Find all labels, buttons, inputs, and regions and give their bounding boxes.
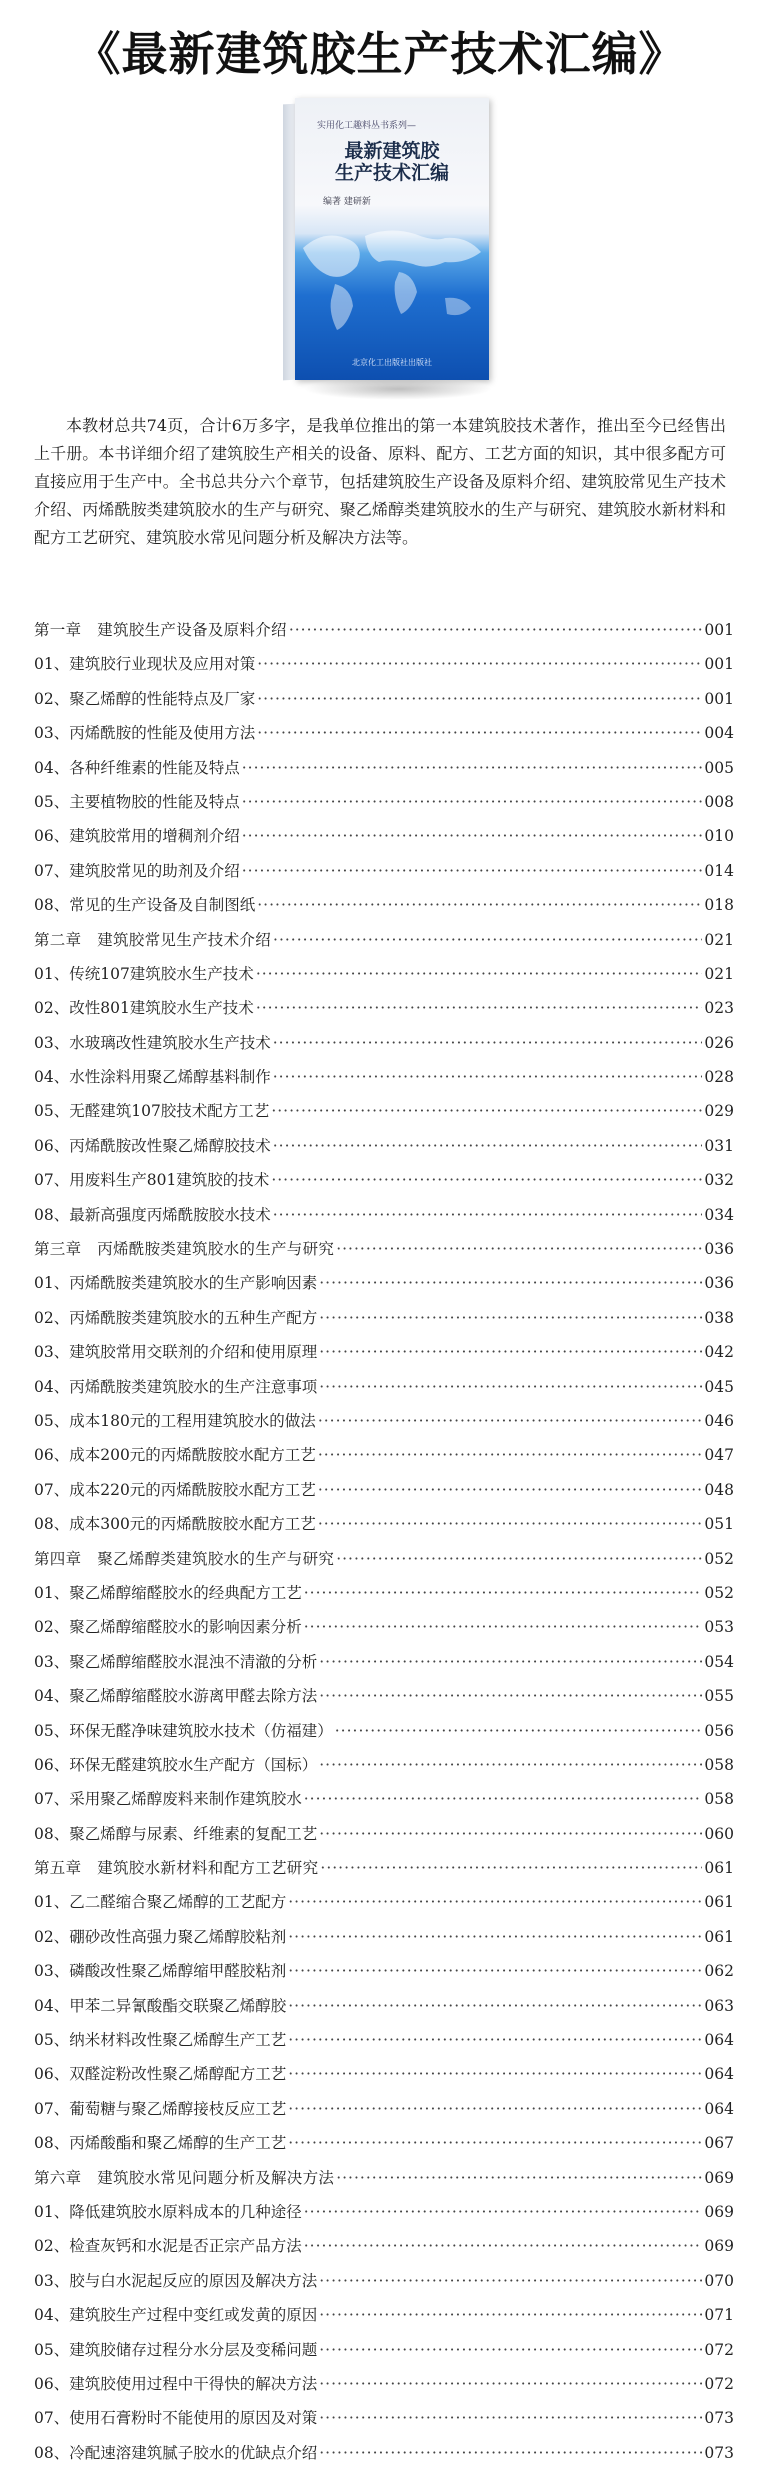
toc-label: 第四章 聚乙烯醇类建筑胶水的生产与研究 xyxy=(34,1549,335,1568)
toc-label: 04、各种纤维素的性能及特点 xyxy=(34,758,240,777)
toc-leader-dots xyxy=(336,1542,702,1576)
toc-leader-dots xyxy=(271,1094,702,1128)
toc-leader-dots xyxy=(319,1679,702,1713)
toc-page-number: 048 xyxy=(704,1480,734,1499)
toc-leader-dots xyxy=(288,2092,702,2126)
toc-row xyxy=(34,1335,734,1369)
toc-leader-dots xyxy=(273,1060,703,1094)
toc-label: 02、检查灰钙和水泥是否正宗产品方法 xyxy=(34,2237,302,2256)
toc-label: 03、水玻璃改性建筑胶水生产技术 xyxy=(34,1033,271,1052)
toc-page-number: 029 xyxy=(704,1102,734,1121)
toc-row xyxy=(34,751,734,785)
toc-page-number: 064 xyxy=(704,2065,734,2084)
toc-label: 03、丙烯酰胺的性能及使用方法 xyxy=(34,724,256,743)
toc-page-number: 001 xyxy=(704,655,734,674)
toc-label: 06、建筑胶使用过程中干得快的解决方法 xyxy=(34,2374,318,2393)
toc-page-number: 021 xyxy=(704,930,734,949)
toc-page-number: 046 xyxy=(704,1411,734,1430)
toc-label: 06、成本200元的丙烯酰胺胶水配方工艺 xyxy=(34,1446,316,1465)
toc-chapter-row xyxy=(34,2161,734,2195)
toc-row xyxy=(34,1198,734,1232)
table-of-contents xyxy=(34,613,734,2470)
toc-leader-dots xyxy=(318,1404,703,1438)
toc-page-number: 028 xyxy=(704,1068,734,1087)
toc-row xyxy=(34,888,734,922)
toc-row xyxy=(34,1438,734,1472)
toc-leader-dots xyxy=(335,1714,703,1748)
toc-leader-dots xyxy=(271,1163,702,1197)
toc-page-number: 073 xyxy=(704,2409,734,2428)
toc-label: 04、丙烯酰胺类建筑胶水的生产注意事项 xyxy=(34,1377,318,1396)
toc-chapter-row xyxy=(34,1542,734,1576)
toc-leader-dots xyxy=(319,1748,702,1782)
toc-page-number: 064 xyxy=(704,2031,734,2050)
world-map-graphic xyxy=(295,218,489,338)
toc-leader-dots xyxy=(288,2057,702,2091)
book-cover-publisher: 北京化工出版社出版社 xyxy=(352,358,432,367)
toc-page-number: 072 xyxy=(704,2374,734,2393)
toc-row xyxy=(34,2126,734,2160)
toc-row xyxy=(34,2195,734,2229)
toc-row xyxy=(34,1782,734,1816)
book-cover-author: 编著 建研新 xyxy=(323,197,371,207)
toc-leader-dots xyxy=(288,1989,702,2023)
toc-row xyxy=(34,1060,734,1094)
toc-leader-dots xyxy=(320,1851,702,1885)
toc-page-number: 069 xyxy=(704,2168,734,2187)
toc-leader-dots xyxy=(288,2023,702,2057)
toc-label: 08、常见的生产设备及自制图纸 xyxy=(34,896,256,915)
toc-page-number: 036 xyxy=(704,1274,734,1293)
toc-page-number: 072 xyxy=(704,2340,734,2359)
toc-leader-dots xyxy=(256,991,703,1025)
toc-label: 07、使用石膏粉时不能使用的原因及对策 xyxy=(34,2409,318,2428)
toc-leader-dots xyxy=(336,1232,702,1266)
book-cover xyxy=(295,98,489,380)
toc-row xyxy=(34,2264,734,2298)
toc-label: 01、聚乙烯醇缩醛胶水的经典配方工艺 xyxy=(34,1583,302,1602)
toc-leader-dots xyxy=(256,957,703,991)
toc-page-number: 008 xyxy=(704,792,734,811)
toc-label: 08、成本300元的丙烯酰胺胶水配方工艺 xyxy=(34,1515,316,1534)
toc-row xyxy=(34,1817,734,1851)
toc-leader-dots xyxy=(304,2229,703,2263)
toc-page-number: 061 xyxy=(704,1893,734,1912)
toc-leader-dots xyxy=(288,1920,702,1954)
toc-row xyxy=(34,819,734,853)
toc-label: 03、聚乙烯醇缩醛胶水混浊不清澈的分析 xyxy=(34,1652,318,1671)
toc-label: 05、环保无醛净味建筑胶水技术（仿福建） xyxy=(34,1721,333,1740)
toc-row xyxy=(34,1163,734,1197)
toc-leader-dots xyxy=(242,751,703,785)
toc-page-number: 014 xyxy=(704,861,734,880)
toc-page-number: 073 xyxy=(704,2443,734,2462)
toc-row xyxy=(34,1266,734,1300)
toc-label: 04、聚乙烯醇缩醛胶水游离甲醛去除方法 xyxy=(34,1687,318,1706)
toc-page-number: 042 xyxy=(704,1343,734,1362)
toc-label: 05、纳米材料改性聚乙烯醇生产工艺 xyxy=(34,2031,287,2050)
intro-paragraph: 本教材总共74页，合计6万多字，是我单位推出的第一本建筑胶技术著作，推出至今已经售出上千册。本书详细介绍了建筑胶生产相关的设备、原料、配方、工艺方面的知识，其中很多配方可直接应用于生产中。全书总共分六个章节，包括建筑胶生产设备及原料介绍、建筑胶常见生产技术介绍、丙烯酰胺类建筑胶水的生产与研究、聚乙烯醇类建筑胶水的生产与研究、建筑胶水新材料和配方工艺研究、建筑胶水常见问题分析及解决方法等。 xyxy=(34,416,726,547)
toc-row xyxy=(34,716,734,750)
toc-leader-dots xyxy=(319,2333,702,2367)
toc-label: 04、甲苯二异氰酸酯交联聚乙烯醇胶 xyxy=(34,1996,287,2015)
toc-label: 07、采用聚乙烯醇废料来制作建筑胶水 xyxy=(34,1790,302,1809)
toc-page-number: 070 xyxy=(704,2271,734,2290)
toc-label: 03、胶与白水泥起反应的原因及解决方法 xyxy=(34,2271,318,2290)
toc-page-number: 069 xyxy=(704,2202,734,2221)
toc-leader-dots xyxy=(319,2401,702,2435)
toc-label: 04、建筑胶生产过程中变红或发黄的原因 xyxy=(34,2306,318,2325)
toc-leader-dots xyxy=(288,1885,702,1919)
toc-chapter-row xyxy=(34,923,734,957)
toc-row xyxy=(34,2229,734,2263)
toc-leader-dots xyxy=(319,1817,702,1851)
toc-page-number: 047 xyxy=(704,1446,734,1465)
toc-leader-dots xyxy=(319,1335,702,1369)
toc-page-number: 058 xyxy=(704,1790,734,1809)
toc-row xyxy=(34,1954,734,1988)
toc-label: 06、环保无醛建筑胶水生产配方（国标） xyxy=(34,1755,318,1774)
toc-row xyxy=(34,1094,734,1128)
toc-row xyxy=(34,1748,734,1782)
book-cover-title-line1: 最新建筑胶 xyxy=(344,140,440,162)
toc-row xyxy=(34,1370,734,1404)
toc-label: 04、水性涂料用聚乙烯醇基料制作 xyxy=(34,1068,271,1087)
toc-label: 第五章 建筑胶水新材料和配方工艺研究 xyxy=(34,1859,319,1878)
toc-label: 01、乙二醛缩合聚乙烯醇的工艺配方 xyxy=(34,1893,287,1912)
toc-leader-dots xyxy=(288,1954,702,1988)
toc-leader-dots xyxy=(319,2436,702,2470)
toc-row xyxy=(34,854,734,888)
toc-row xyxy=(34,1679,734,1713)
toc-label: 02、聚乙烯醇的性能特点及厂家 xyxy=(34,689,256,708)
toc-page-number: 061 xyxy=(704,1927,734,1946)
toc-label: 01、丙烯酰胺类建筑胶水的生产影响因素 xyxy=(34,1274,318,1293)
toc-label: 03、建筑胶常用交联剂的介绍和使用原理 xyxy=(34,1343,318,1362)
toc-leader-dots xyxy=(304,1610,703,1644)
toc-leader-dots xyxy=(242,854,703,888)
toc-row xyxy=(34,1473,734,1507)
toc-page-number: 056 xyxy=(704,1721,734,1740)
toc-row xyxy=(34,991,734,1025)
toc-page-number: 052 xyxy=(704,1549,734,1568)
toc-row xyxy=(34,785,734,819)
toc-label: 第三章 丙烯酰胺类建筑胶水的生产与研究 xyxy=(34,1240,335,1259)
toc-page-number: 005 xyxy=(704,758,734,777)
toc-page-number: 061 xyxy=(704,1859,734,1878)
toc-page-number: 062 xyxy=(704,1962,734,1981)
toc-leader-dots xyxy=(242,785,703,819)
toc-leader-dots xyxy=(304,1576,703,1610)
toc-leader-dots xyxy=(336,2161,702,2195)
toc-page-number: 055 xyxy=(704,1687,734,1706)
toc-leader-dots xyxy=(304,2195,703,2229)
page-title: 《最新建筑胶生产技术汇编》 xyxy=(74,27,686,81)
toc-row xyxy=(34,2092,734,2126)
toc-page-number: 053 xyxy=(704,1618,734,1637)
toc-leader-dots xyxy=(288,2126,702,2160)
book-cover-image xyxy=(283,98,493,398)
toc-page-number: 063 xyxy=(704,1996,734,2015)
toc-leader-dots xyxy=(273,1198,703,1232)
toc-leader-dots xyxy=(273,923,702,957)
toc-label: 02、改性801建筑胶水生产技术 xyxy=(34,999,254,1018)
toc-leader-dots xyxy=(318,1473,703,1507)
toc-leader-dots xyxy=(318,1438,703,1472)
book-shadow xyxy=(303,378,493,400)
toc-label: 01、降低建筑胶水原料成本的几种途径 xyxy=(34,2202,302,2221)
toc-leader-dots xyxy=(273,1026,703,1060)
toc-leader-dots xyxy=(257,888,702,922)
toc-leader-dots xyxy=(319,1301,702,1335)
toc-page-number: 045 xyxy=(704,1377,734,1396)
toc-row xyxy=(34,2367,734,2401)
toc-row xyxy=(34,1404,734,1438)
toc-leader-dots xyxy=(319,1645,702,1679)
toc-leader-dots xyxy=(289,613,703,647)
toc-page-number: 060 xyxy=(704,1824,734,1843)
toc-row xyxy=(34,647,734,681)
book-cover-title xyxy=(295,140,489,184)
book-cover-title-line2: 生产技术汇编 xyxy=(334,162,449,184)
toc-label: 第二章 建筑胶常见生产技术介绍 xyxy=(34,930,272,949)
toc-row xyxy=(34,2401,734,2435)
toc-label: 06、双醛淀粉改性聚乙烯醇配方工艺 xyxy=(34,2065,287,2084)
toc-page-number: 038 xyxy=(704,1308,734,1327)
toc-row xyxy=(34,2057,734,2091)
toc-label: 05、无醛建筑107胶技术配方工艺 xyxy=(34,1102,270,1121)
toc-page-number: 026 xyxy=(704,1033,734,1052)
toc-leader-dots xyxy=(273,1129,703,1163)
toc-label: 05、主要植物胶的性能及特点 xyxy=(34,792,240,811)
toc-page-number: 054 xyxy=(704,1652,734,1671)
toc-chapter-row xyxy=(34,1232,734,1266)
toc-row xyxy=(34,1301,734,1335)
toc-row xyxy=(34,1576,734,1610)
toc-label: 07、成本220元的丙烯酰胺胶水配方工艺 xyxy=(34,1480,316,1499)
toc-leader-dots xyxy=(319,1370,702,1404)
toc-row xyxy=(34,2298,734,2332)
toc-row xyxy=(34,1989,734,2023)
toc-leader-dots xyxy=(319,2298,702,2332)
toc-label: 07、建筑胶常见的助剂及介绍 xyxy=(34,861,240,880)
toc-leader-dots xyxy=(257,716,702,750)
toc-label: 08、冷配速溶建筑腻子胶水的优缺点介绍 xyxy=(34,2443,318,2462)
toc-leader-dots xyxy=(242,819,703,853)
toc-label: 第六章 建筑胶水常见问题分析及解决方法 xyxy=(34,2168,335,2187)
toc-row xyxy=(34,957,734,991)
toc-leader-dots xyxy=(319,2264,702,2298)
toc-label: 06、建筑胶常用的增稠剂介绍 xyxy=(34,827,240,846)
toc-row xyxy=(34,1026,734,1060)
book-series-text: 实用化工趣料丛书系列— xyxy=(317,121,417,131)
toc-page-number: 018 xyxy=(704,896,734,915)
toc-page-number: 031 xyxy=(704,1136,734,1155)
toc-label: 08、最新高强度丙烯酰胺胶水技术 xyxy=(34,1205,271,1224)
toc-label: 08、丙烯酸酯和聚乙烯醇的生产工艺 xyxy=(34,2134,287,2153)
toc-leader-dots xyxy=(318,1507,703,1541)
toc-row xyxy=(34,1507,734,1541)
toc-page-number: 067 xyxy=(704,2134,734,2153)
toc-chapter-row xyxy=(34,613,734,647)
toc-label: 07、葡萄糖与聚乙烯醇接枝反应工艺 xyxy=(34,2099,287,2118)
toc-label: 05、建筑胶储存过程分水分层及变稀问题 xyxy=(34,2340,318,2359)
toc-row xyxy=(34,1885,734,1919)
toc-label: 第一章 建筑胶生产设备及原料介绍 xyxy=(34,621,287,639)
toc-page-number: 071 xyxy=(704,2306,734,2325)
toc-page-number: 004 xyxy=(704,724,734,743)
toc-label: 02、聚乙烯醇缩醛胶水的影响因素分析 xyxy=(34,1618,302,1637)
toc-row xyxy=(34,1129,734,1163)
toc-label: 08、聚乙烯醇与尿素、纤维素的复配工艺 xyxy=(34,1824,318,1843)
toc-label: 02、丙烯酰胺类建筑胶水的五种生产配方 xyxy=(34,1308,318,1327)
toc-page-number: 021 xyxy=(704,964,734,983)
toc-page-number: 051 xyxy=(704,1515,734,1534)
toc-label: 05、成本180元的工程用建筑胶水的做法 xyxy=(34,1411,316,1430)
toc-label: 01、传统107建筑胶水生产技术 xyxy=(34,964,254,983)
toc-row xyxy=(34,2436,734,2470)
toc-page-number: 052 xyxy=(704,1583,734,1602)
toc-leader-dots xyxy=(257,647,702,681)
toc-page-number: 064 xyxy=(704,2099,734,2118)
toc-row xyxy=(34,682,734,716)
toc-page-number: 010 xyxy=(704,827,734,846)
toc-row xyxy=(34,1920,734,1954)
toc-label: 06、丙烯酰胺改性聚乙烯醇胶技术 xyxy=(34,1136,271,1155)
toc-page-number: 032 xyxy=(704,1171,734,1190)
toc-leader-dots xyxy=(319,1266,702,1300)
toc-row xyxy=(34,1645,734,1679)
toc-page-number: 034 xyxy=(704,1205,734,1224)
toc-row xyxy=(34,2023,734,2057)
toc-label: 03、磷酸改性聚乙烯醇缩甲醛胶粘剂 xyxy=(34,1962,287,1981)
toc-page-number: 036 xyxy=(704,1240,734,1259)
toc-row xyxy=(34,1610,734,1644)
toc-page-number: 058 xyxy=(704,1755,734,1774)
toc-chapter-row xyxy=(34,1851,734,1885)
toc-row xyxy=(34,1714,734,1748)
toc-page-number: 023 xyxy=(704,999,734,1018)
toc-page-number: 001 xyxy=(704,621,734,639)
toc-leader-dots xyxy=(257,682,702,716)
toc-leader-dots xyxy=(319,2367,702,2401)
toc-page-number: 001 xyxy=(704,689,734,708)
toc-page-number: 069 xyxy=(704,2237,734,2256)
toc-label: 02、硼砂改性高强力聚乙烯醇胶粘剂 xyxy=(34,1927,287,1946)
toc-label: 07、用废料生产801建筑胶的技术 xyxy=(34,1171,270,1190)
toc-row xyxy=(34,2333,734,2367)
toc-label: 01、建筑胶行业现状及应用对策 xyxy=(34,655,256,674)
toc-leader-dots xyxy=(304,1782,703,1816)
